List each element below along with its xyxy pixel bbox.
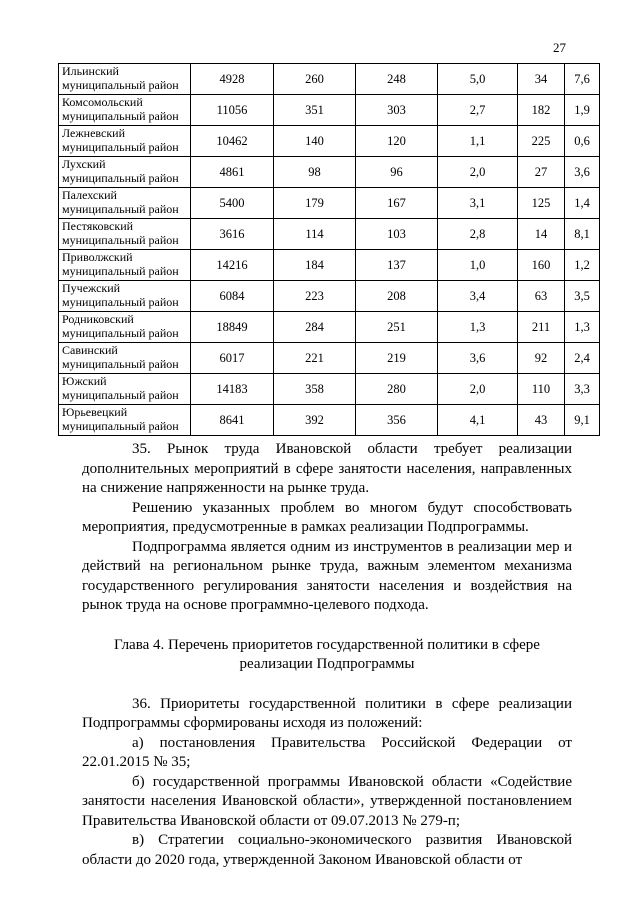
district-name-line: муниципальный район (62, 202, 179, 216)
value-cell: 2,0 (438, 157, 518, 188)
table-row (59, 405, 600, 436)
paragraph-35: 35. Рынок труда Ивановской области требует реализации дополнительных мероприятий в сфере занятости населения, направленных на снижение напряженности на рынке труда. (82, 441, 572, 496)
value-cell: 2,0 (438, 374, 518, 405)
value-cell: 280 (356, 374, 438, 405)
value-cell: 6084 (191, 281, 274, 312)
district-name-line: Юрьевецкий (62, 405, 128, 419)
value-cell: 140 (274, 126, 356, 157)
value-cell: 225 (518, 126, 565, 157)
table-row (59, 64, 600, 95)
district-cell (59, 64, 191, 95)
value-cell: 219 (356, 343, 438, 374)
value-cell: 8641 (191, 405, 274, 436)
district-cell (59, 312, 191, 343)
value-cell: 96 (356, 157, 438, 188)
table-row (59, 126, 600, 157)
value-cell: 1,2 (565, 250, 600, 281)
district-cell (59, 343, 191, 374)
value-cell: 110 (518, 374, 565, 405)
value-cell: 4861 (191, 157, 274, 188)
value-cell: 184 (274, 250, 356, 281)
value-cell: 3,6 (438, 343, 518, 374)
table-row (59, 343, 600, 374)
district-cell (59, 374, 191, 405)
value-cell: 1,3 (438, 312, 518, 343)
value-cell: 3616 (191, 219, 274, 250)
value-cell: 1,0 (438, 250, 518, 281)
district-name-line: муниципальный район (62, 295, 179, 309)
paragraph-36: 36. Приоритеты государственной политики в сфере реализации Подпрограммы сформированы исходя из положений: (82, 695, 572, 731)
value-cell: 4,1 (438, 405, 518, 436)
value-cell: 27 (518, 157, 565, 188)
value-cell: 14216 (191, 250, 274, 281)
value-cell: 260 (274, 64, 356, 95)
body-text (82, 440, 572, 870)
value-cell: 10462 (191, 126, 274, 157)
value-cell: 351 (274, 95, 356, 126)
value-cell: 34 (518, 64, 565, 95)
district-name-line: Комсомольский (62, 95, 143, 109)
chapter-heading-line-1: Глава 4. Перечень приоритетов государственной политики в сфере (114, 636, 540, 653)
value-cell: 358 (274, 374, 356, 405)
district-cell (59, 405, 191, 436)
district-name-line: муниципальный район (62, 140, 179, 154)
value-cell: 43 (518, 405, 565, 436)
list-item-a: а) постановления Правительства Российской Федерации от 22.01.2015 № 35; (82, 734, 572, 770)
table-row (59, 95, 600, 126)
district-name-line: муниципальный район (62, 264, 179, 278)
value-cell: 92 (518, 343, 565, 374)
district-name-line: муниципальный район (62, 171, 179, 185)
value-cell: 103 (356, 219, 438, 250)
value-cell: 137 (356, 250, 438, 281)
chapter-heading (82, 636, 572, 675)
value-cell: 0,6 (565, 126, 600, 157)
district-name-line: Ильинский (62, 64, 119, 78)
value-cell: 2,8 (438, 219, 518, 250)
district-cell (59, 95, 191, 126)
district-cell (59, 281, 191, 312)
value-cell: 303 (356, 95, 438, 126)
value-cell: 392 (274, 405, 356, 436)
district-cell (59, 126, 191, 157)
list-item-v: в) Стратегии социально-экономического развития Ивановской области до 2020 года, утвержденной Законом Ивановской области от (82, 832, 572, 868)
value-cell: 2,7 (438, 95, 518, 126)
value-cell: 3,5 (565, 281, 600, 312)
value-cell: 248 (356, 64, 438, 95)
district-name-line: муниципальный район (62, 357, 179, 371)
paragraph-subprogram: Подпрограмма является одним из инструментов в реализации мер и действий на региональном рынке труда, важным элементом механизма государственного регулирования занятости населения и воздействия на рынок труда на основе программно-целевого подхода. (82, 538, 572, 613)
value-cell: 4928 (191, 64, 274, 95)
district-name-line: Пестяковский (62, 219, 134, 233)
value-cell: 114 (274, 219, 356, 250)
district-cell (59, 219, 191, 250)
value-cell: 9,1 (565, 405, 600, 436)
district-name-line: муниципальный район (62, 109, 179, 123)
table-row (59, 281, 600, 312)
district-name-line: Савинский (62, 343, 118, 357)
value-cell: 179 (274, 188, 356, 219)
value-cell: 63 (518, 281, 565, 312)
table-row (59, 250, 600, 281)
table-row (59, 188, 600, 219)
table-body (59, 64, 600, 436)
district-name-line: муниципальный район (62, 233, 179, 247)
value-cell: 2,4 (565, 343, 600, 374)
value-cell: 11056 (191, 95, 274, 126)
value-cell: 14183 (191, 374, 274, 405)
paragraph-solution: Решению указанных проблем во многом будут способствовать мероприятия, предусмотренные в рамках реализации Подпрограммы. (82, 499, 572, 535)
value-cell: 3,1 (438, 188, 518, 219)
district-cell (59, 157, 191, 188)
page-number: 27 (553, 40, 566, 55)
value-cell: 284 (274, 312, 356, 343)
value-cell: 211 (518, 312, 565, 343)
value-cell: 167 (356, 188, 438, 219)
district-name-line: Лежневский (62, 126, 126, 140)
value-cell: 221 (274, 343, 356, 374)
value-cell: 251 (356, 312, 438, 343)
value-cell: 208 (356, 281, 438, 312)
value-cell: 7,6 (565, 64, 600, 95)
district-name-line: муниципальный район (62, 326, 179, 340)
value-cell: 356 (356, 405, 438, 436)
value-cell: 14 (518, 219, 565, 250)
value-cell: 125 (518, 188, 565, 219)
district-name-line: Южский (62, 374, 107, 388)
district-name-line: Палехский (62, 188, 117, 202)
district-name-line: муниципальный район (62, 78, 179, 92)
district-name-line: Родниковский (62, 312, 134, 326)
employment-table (58, 63, 600, 436)
chapter-heading-line-2: реализации Подпрограммы (239, 656, 415, 672)
table-row (59, 157, 600, 188)
table-row (59, 374, 600, 405)
value-cell: 1,3 (565, 312, 600, 343)
value-cell: 223 (274, 281, 356, 312)
district-name-line: муниципальный район (62, 388, 179, 402)
value-cell: 1,1 (438, 126, 518, 157)
value-cell: 18849 (191, 312, 274, 343)
list-item-b: б) государственной программы Ивановской области «Содействие занятости населения Ивановской области», утвержденной постановлением Правительства Ивановской области от 09.07.2013 № 279-п; (82, 773, 572, 829)
value-cell: 1,4 (565, 188, 600, 219)
table-row (59, 312, 600, 343)
value-cell: 8,1 (565, 219, 600, 250)
value-cell: 3,3 (565, 374, 600, 405)
value-cell: 120 (356, 126, 438, 157)
district-cell (59, 250, 191, 281)
district-cell (59, 188, 191, 219)
district-name-line: Лухский (62, 157, 106, 171)
value-cell: 160 (518, 250, 565, 281)
value-cell: 182 (518, 95, 565, 126)
district-name-line: Пучежский (62, 281, 121, 295)
district-name-line: муниципальный район (62, 419, 179, 433)
value-cell: 3,6 (565, 157, 600, 188)
value-cell: 98 (274, 157, 356, 188)
district-name-line: Приволжский (62, 250, 133, 264)
value-cell: 1,9 (565, 95, 600, 126)
value-cell: 6017 (191, 343, 274, 374)
value-cell: 5,0 (438, 64, 518, 95)
table-row (59, 219, 600, 250)
value-cell: 3,4 (438, 281, 518, 312)
value-cell: 5400 (191, 188, 274, 219)
